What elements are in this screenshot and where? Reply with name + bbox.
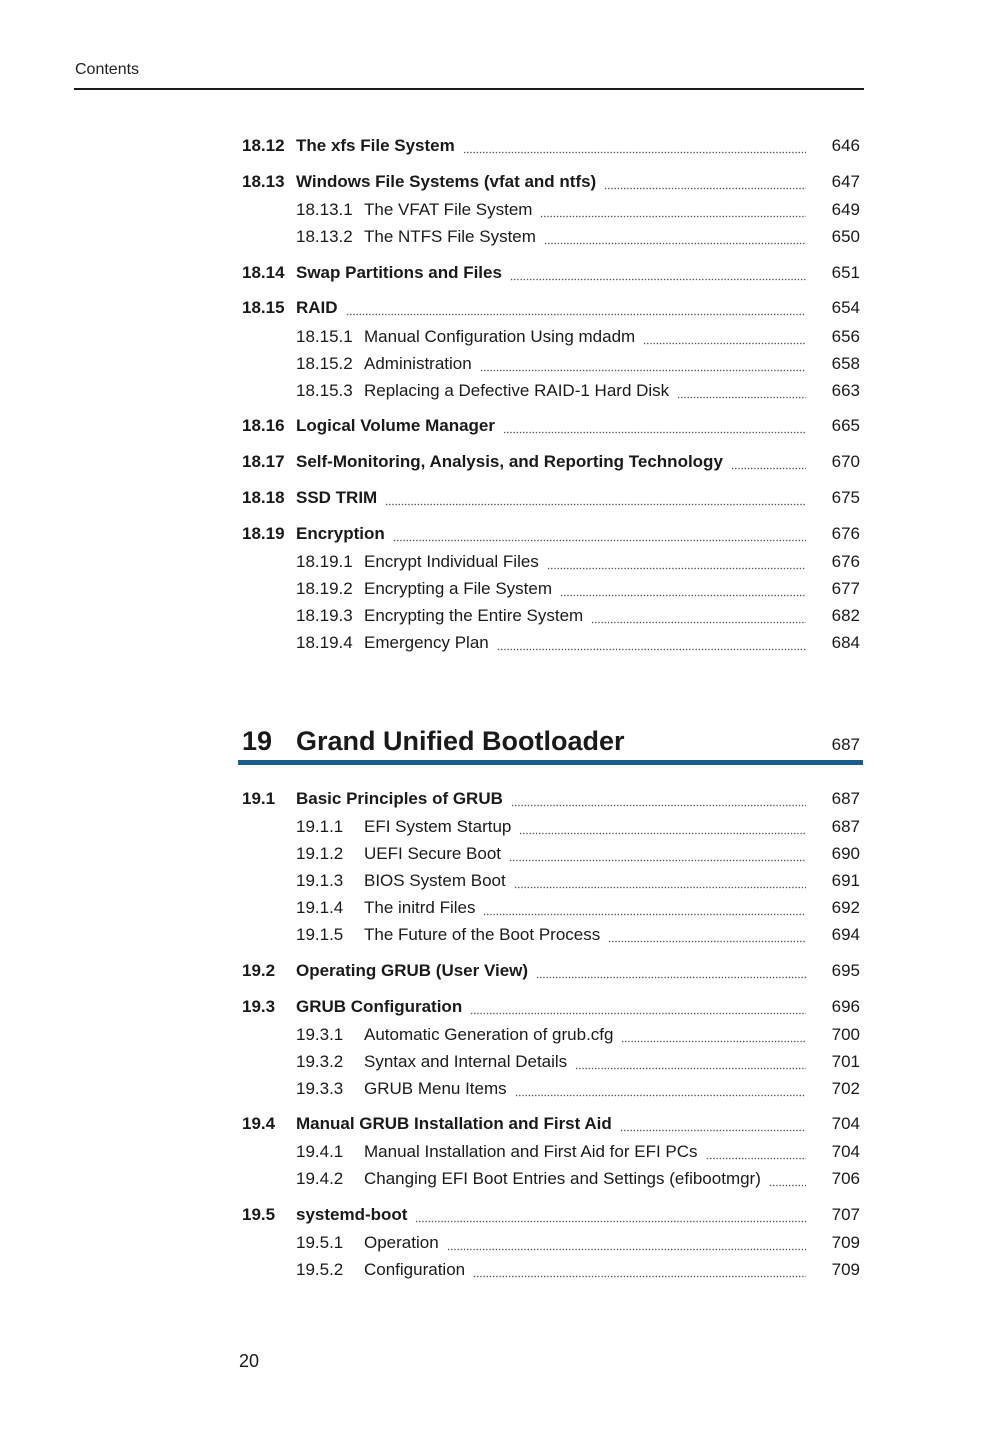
toc-entry-number: 19.2 — [242, 961, 276, 980]
chapter-number: 19 — [242, 726, 273, 756]
toc-entry-page: 677 — [831, 579, 860, 598]
toc-entry-page: 665 — [831, 416, 860, 435]
toc-entry-title: Changing EFI Boot Entries and Settings (efibootmgr) — [364, 1169, 761, 1188]
toc-entry-title: Manual Installation and First Aid for EFI PCs — [364, 1142, 698, 1161]
toc-entry-page: 691 — [831, 871, 860, 890]
toc-entry-number: 19.4 — [242, 1114, 276, 1133]
leader-dots — [519, 821, 806, 835]
toc-entry-page: 696 — [831, 997, 860, 1016]
toc-entry-title: GRUB Menu Items — [364, 1079, 507, 1098]
toc-entry[interactable] — [242, 381, 860, 403]
toc-entry-title: GRUB Configuration — [296, 997, 463, 1016]
toc-entry[interactable] — [242, 524, 860, 546]
toc-entry-page: 702 — [831, 1079, 860, 1098]
toc-entry-number: 18.19 — [242, 524, 285, 543]
toc-entry-number: 18.15.1 — [296, 327, 353, 346]
chapter-heading[interactable] — [242, 726, 860, 757]
toc-entry-page: 675 — [831, 488, 860, 507]
toc-entry-page: 704 — [831, 1114, 860, 1133]
toc-entry[interactable] — [242, 844, 860, 866]
leader-dots — [706, 1146, 806, 1160]
toc-entry-number: 19.5.2 — [296, 1260, 344, 1279]
toc-entry-number: 19.1.1 — [296, 817, 344, 836]
toc-entry[interactable] — [242, 789, 860, 811]
toc-entry-page: 709 — [831, 1233, 860, 1252]
toc-entry[interactable] — [242, 1079, 860, 1101]
leader-dots — [480, 358, 806, 372]
toc-entry-page: 649 — [831, 200, 860, 219]
toc-entry-title: Replacing a Defective RAID-1 Hard Disk — [364, 381, 670, 400]
leader-dots — [385, 492, 806, 506]
leader-dots — [591, 610, 806, 624]
toc-entry[interactable] — [242, 136, 860, 158]
toc-entry-title: Automatic Generation of grub.cfg — [364, 1025, 614, 1044]
toc-entry-page: 700 — [831, 1025, 860, 1044]
toc-entry-number: 18.19.1 — [296, 552, 353, 571]
toc-entry[interactable] — [242, 488, 860, 510]
toc-entry-page: 709 — [831, 1260, 860, 1279]
toc-entry[interactable] — [242, 552, 860, 574]
leader-dots — [503, 420, 806, 434]
chapter-rule — [238, 760, 863, 765]
leader-dots — [608, 929, 806, 943]
leader-dots — [463, 140, 806, 154]
toc-entry-title: Syntax and Internal Details — [364, 1052, 568, 1071]
header-rule — [74, 88, 864, 90]
toc-entry[interactable] — [242, 1205, 860, 1227]
leader-dots — [536, 965, 806, 979]
toc-entry-number: 19.4.1 — [296, 1142, 344, 1161]
toc-entry-number: 19.3.3 — [296, 1079, 344, 1098]
toc-entry-title: Encrypting a File System — [364, 579, 553, 598]
toc-entry-title: Swap Partitions and Files — [296, 263, 502, 282]
toc-entry-title: BIOS System Boot — [364, 871, 506, 890]
toc-entry-title: The Future of the Boot Process — [364, 925, 601, 944]
toc-entry-title: Windows File Systems (vfat and ntfs) — [296, 172, 597, 191]
toc-entry-number: 19.1 — [242, 789, 276, 808]
leader-dots — [470, 1001, 806, 1015]
toc-entry-title: UEFI Secure Boot — [364, 844, 502, 863]
toc-entry-page: 663 — [831, 381, 860, 400]
toc-entry-page: 646 — [831, 136, 860, 155]
leader-dots — [560, 583, 806, 597]
chapter-title: Grand Unified Bootloader — [296, 726, 625, 756]
toc-entry-number: 18.15 — [242, 298, 285, 317]
toc-entry[interactable] — [242, 1142, 860, 1164]
toc-entry[interactable] — [242, 327, 860, 349]
toc-entry-number: 18.16 — [242, 416, 285, 435]
toc-entry-number: 19.3 — [242, 997, 276, 1016]
leader-dots — [497, 637, 806, 651]
toc-entry-page: 658 — [831, 354, 860, 373]
toc-entry[interactable] — [242, 200, 860, 222]
page-number: 20 — [239, 1351, 260, 1371]
toc-entry-number: 18.13.1 — [296, 200, 353, 219]
toc-entry-number: 18.13 — [242, 172, 285, 191]
toc-entry-title: The VFAT File System — [364, 200, 533, 219]
leader-dots — [415, 1209, 806, 1223]
toc-entry-page: 707 — [831, 1205, 860, 1224]
toc-entry-title: Operating GRUB (User View) — [296, 961, 529, 980]
toc-entry-page: 656 — [831, 327, 860, 346]
toc-entry-number: 18.19.3 — [296, 606, 353, 625]
toc-entry[interactable] — [242, 817, 860, 839]
toc-entry-page: 684 — [831, 633, 860, 652]
leader-dots — [731, 456, 806, 470]
leader-dots — [677, 385, 806, 399]
toc-entry-page: 654 — [831, 298, 860, 317]
toc-entry-page: 704 — [831, 1142, 860, 1161]
toc-entry[interactable] — [242, 1025, 860, 1047]
toc-entry[interactable] — [242, 997, 860, 1019]
toc-entry-title: Emergency Plan — [364, 633, 489, 652]
toc-entry-number: 18.17 — [242, 452, 285, 471]
toc-entry[interactable] — [242, 961, 860, 983]
leader-dots — [643, 331, 806, 345]
toc-entry-number: 19.3.1 — [296, 1025, 344, 1044]
toc-entry[interactable] — [242, 227, 860, 249]
toc-entry-number: 19.3.2 — [296, 1052, 344, 1071]
leader-dots — [514, 875, 806, 889]
toc-entry-number: 19.5 — [242, 1205, 276, 1224]
leader-dots — [544, 231, 806, 245]
toc-entry-title: Encryption — [296, 524, 385, 543]
toc-entry-number: 18.14 — [242, 263, 285, 282]
toc-entry[interactable] — [242, 298, 860, 320]
toc-entry[interactable] — [242, 416, 860, 438]
toc-entry-page: 687 — [831, 817, 860, 836]
toc-entry[interactable] — [242, 871, 860, 893]
running-header: Contents — [75, 61, 140, 78]
leader-dots — [483, 902, 806, 916]
toc-entry[interactable] — [242, 579, 860, 601]
toc-entry-title: Encrypt Individual Files — [364, 552, 539, 571]
toc-entry[interactable] — [242, 1233, 860, 1255]
toc-entry-page: 692 — [831, 898, 860, 917]
toc-entry-number: 19.1.5 — [296, 925, 344, 944]
toc-entry-title: Manual GRUB Installation and First Aid — [296, 1114, 612, 1133]
toc-entry-number: 18.18 — [242, 488, 285, 507]
leader-dots — [547, 556, 806, 570]
toc-entry[interactable] — [242, 452, 860, 474]
leader-dots — [346, 302, 806, 316]
toc-entry-page: 701 — [831, 1052, 860, 1071]
leader-dots — [620, 1118, 806, 1132]
toc-entry[interactable] — [242, 1114, 860, 1136]
toc-entry[interactable] — [242, 172, 860, 194]
toc-entry-title: Basic Principles of GRUB — [296, 789, 503, 808]
toc-entry-title: Administration — [364, 354, 472, 373]
toc-entry-title: SSD TRIM — [296, 488, 378, 507]
leader-dots — [769, 1173, 806, 1187]
toc-entry-number: 18.12 — [242, 136, 285, 155]
toc-entry-title: Configuration — [364, 1260, 466, 1279]
chapter-page: 687 — [831, 735, 860, 754]
toc-entry[interactable] — [242, 898, 860, 920]
toc-entry-page: 670 — [831, 452, 860, 471]
toc-entry-number: 18.19.2 — [296, 579, 353, 598]
toc-entry-number: 18.15.3 — [296, 381, 353, 400]
toc-entry-title: Self-Monitoring, Analysis, and Reporting Technology — [296, 452, 723, 471]
toc-entry-page: 694 — [831, 925, 860, 944]
toc-entry-page: 690 — [831, 844, 860, 863]
toc-entry-title: RAID — [296, 298, 338, 317]
toc-entry-number: 19.1.4 — [296, 898, 344, 917]
toc-entry-number: 19.5.1 — [296, 1233, 344, 1252]
toc-entry-title: Manual Configuration Using mdadm — [364, 327, 636, 346]
leader-dots — [393, 528, 806, 542]
leader-dots — [511, 793, 806, 807]
toc-entry-number: 19.4.2 — [296, 1169, 344, 1188]
toc-entry-number: 19.1.2 — [296, 844, 344, 863]
toc-entry-page: 647 — [831, 172, 860, 191]
leader-dots — [509, 848, 806, 862]
toc-entry[interactable] — [242, 1169, 860, 1191]
toc-entry-title: The xfs File System — [296, 136, 455, 155]
toc-entry-page: 695 — [831, 961, 860, 980]
leader-dots — [621, 1029, 806, 1043]
toc-entry-page: 676 — [831, 524, 860, 543]
leader-dots — [575, 1056, 806, 1070]
toc-entry-title: Encrypting the Entire System — [364, 606, 584, 625]
toc-entry-page: 687 — [831, 789, 860, 808]
toc-entry-title: The initrd Files — [364, 898, 476, 917]
leader-dots — [510, 267, 806, 281]
toc-entry-title: EFI System Startup — [364, 817, 512, 836]
leader-dots — [473, 1264, 806, 1278]
toc-entry-page: 651 — [831, 263, 860, 282]
toc-entry-title: The NTFS File System — [364, 227, 536, 246]
leader-dots — [515, 1083, 806, 1097]
toc-entry-title: systemd-boot — [296, 1205, 408, 1224]
toc-entry-title: Operation — [364, 1233, 439, 1252]
toc-entry[interactable] — [242, 1052, 860, 1074]
toc-entry-page: 650 — [831, 227, 860, 246]
toc-entry-page: 676 — [831, 552, 860, 571]
toc-entry[interactable] — [242, 263, 860, 285]
toc-entry-number: 19.1.3 — [296, 871, 344, 890]
toc-entry[interactable] — [242, 925, 860, 947]
toc-entry-number: 18.15.2 — [296, 354, 353, 373]
leader-dots — [604, 176, 806, 190]
toc-entry-title: Logical Volume Manager — [296, 416, 496, 435]
toc-entry[interactable] — [242, 606, 860, 628]
leader-dots — [447, 1237, 806, 1251]
toc-entry-page: 706 — [831, 1169, 860, 1188]
toc-entry-number: 18.13.2 — [296, 227, 353, 246]
toc-entry-page: 682 — [831, 606, 860, 625]
toc-entry-number: 18.19.4 — [296, 633, 353, 652]
toc-entry[interactable] — [242, 354, 860, 376]
leader-dots — [540, 204, 806, 218]
toc-entry[interactable] — [242, 633, 860, 655]
toc-entry[interactable] — [242, 1260, 860, 1282]
